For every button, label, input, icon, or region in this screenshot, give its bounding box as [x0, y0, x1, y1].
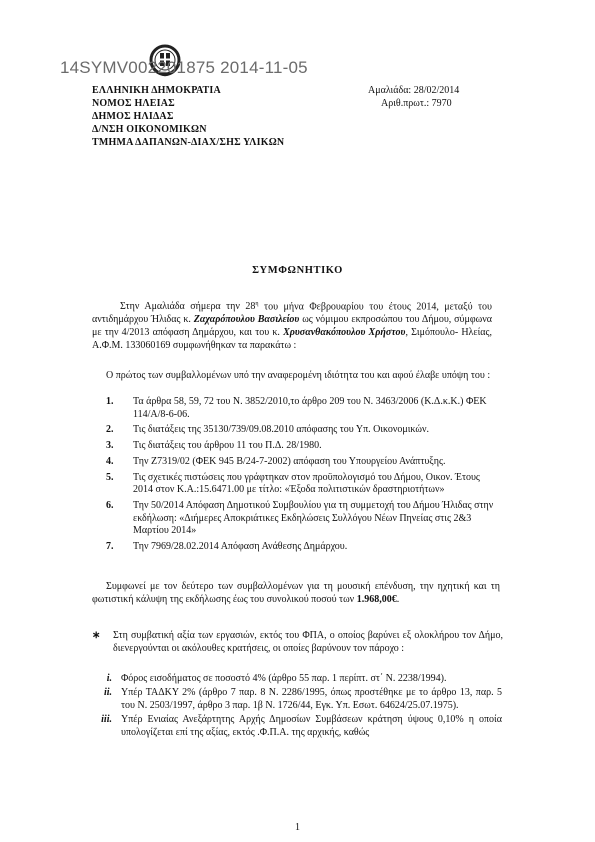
list-item: 5. Τις σχετικές πιστώσεις που γράφτηκαν στον προϋπολογισμό του Δήμου, Οικον. Έτους 2014 στον Κ.Α.:15.6471.00 με τίτλο: «Έξοδα πολιτιστικών δραστηριοτήτων»	[106, 471, 480, 496]
deductions-list	[92, 672, 502, 740]
intro-paragraph: Στην Αμαλιάδα σήμερα την $28^\eta$ του μήνα Φεβρουαρίου του έτους 2014, μεταξύ του αντιδημάρχου Ήλιδας κ. Ζαχαρόπουλου Βασιλείου ως νόμιμου εκπροσώπου του Δήμου, σύμφωνα με την 4/2013 απόφαση Δημάρχου, και του κ. Χρυσανθακόπουλου Χρήστου, Σιμόπουλο- Ηλείας, Α.Φ.Μ. 133060169 συμφωνήθηκαν τα παρακάτω :	[92, 301, 492, 352]
considerations-list	[106, 396, 498, 557]
representative-name: Ζαχαρόπουλου Βασιλείου	[193, 314, 300, 326]
header-line-2: ΝΟΜΟΣ ΗΛΕΙΑΣ	[92, 98, 175, 109]
document-date: Αμαλιάδα: 28/02/2014	[368, 85, 460, 96]
list-item: iii. Υπέρ Ενιαίας Ανεξάρτητης Αρχής Δημοσίων Συμβάσεων κράτηση ύψους 0,10% η οποία υπολογίζεται επί της αξίας, εκτός .Φ.Π.Α. της αρχικής, καθώς	[101, 714, 502, 738]
document-title: ΣΥΜΦΩΝΗΤΙΚΟ	[252, 265, 343, 276]
header-line-3: ΔΗΜΟΣ ΗΛΙΔΑΣ	[92, 111, 174, 122]
list-item: ii. Υπέρ ΤΑΔΚΥ 2% (άρθρο 7 παρ. 8 Ν. 2286/1995, όπως προστέθηκε με το άρθρο 13, παρ. 5 του Ν. 2503/1997, άρθρο 3 παρ. 1β Ν. 1726/44, Εγκ. Υπ. Εσωτ. 64624/25.07.1975).	[103, 687, 502, 711]
list-item: 1. Τα άρθρα 58, 59, 72 του Ν. 3852/2010,το άρθρο 209 του Ν. 3463/2006 (Κ.Δ.κ.Κ.) ΦΕΚ 114/Α/8-6-06.	[106, 396, 487, 420]
list-item: 3. Τις διατάξεις του άρθρου 11 του Π.Δ. 28/1980.	[106, 440, 322, 452]
list-item: 2. Τις διατάξεις της 35130/739/09.08.2010 απόφασης του Υπ. Οικονομικών.	[106, 424, 429, 436]
contractor-name: Χρυσανθακόπουλου Χρήστου	[283, 327, 406, 339]
list-item: 4. Την Ζ7319/02 (ΦΕΚ 945 Β/24-7-2002) απόφαση του Υπουργείου Ανάπτυξης.	[106, 455, 446, 467]
document-stamp: 14SYMV002201875 2014-11-05	[60, 58, 308, 77]
contract-amount: 1.968,00€	[356, 594, 397, 605]
header-line-1: ΕΛΛΗΝΙΚΗ ΔΗΜΟΚΡΑΤΙΑ	[92, 85, 221, 96]
page-number: 1	[295, 822, 300, 833]
bullet-icon: ∗	[92, 630, 101, 641]
list-item: 6. Την 50/2014 Απόφαση Δημοτικού Συμβουλίου για τη συμμετοχή του Δήμου Ήλιδας στην εκδήλωση: «Διήμερες Αποκριάτικες Εκδηλώσεις Συλλόγου Νέων Πηνείας στις 2&3 Μαρτίου 2014»	[106, 500, 494, 537]
agreement-paragraph: Συμφωνεί με τον δεύτερο των συμβαλλομένων για τη μουσική επένδυση, την ηχητική και τη φωτιστική κάλυψη της εκδήλωσης έως του συνολικού ποσού των 1.968,00€.	[92, 581, 500, 605]
list-item: 7. Την 7969/28.02.2014 Απόφαση Ανάθεσης Δημάρχου.	[106, 541, 348, 553]
header-line-5: ΤΜΗΜΑ ΔΑΠΑΝΩΝ-ΔΙΑΧ/ΣΗΣ ΥΛΙΚΩΝ	[92, 137, 285, 148]
header-line-4: Δ/ΝΣΗ ΟΙΚΟΝΟΜΙΚΩΝ	[92, 124, 207, 135]
protocol-number: Αριθ.πρωτ.: 7970	[381, 98, 452, 109]
list-item: i. Φόρος εισοδήματος σε ποσοστό 4% (άρθρο 55 παρ. 1 περίπτ. στ΄ Ν. 2238/1994).	[106, 673, 447, 684]
premise-paragraph: Ο πρώτος των συμβαλλομένων υπό την αναφερομένη ιδιότητα του και αφού έλαβε υπόψη του :	[106, 370, 491, 381]
